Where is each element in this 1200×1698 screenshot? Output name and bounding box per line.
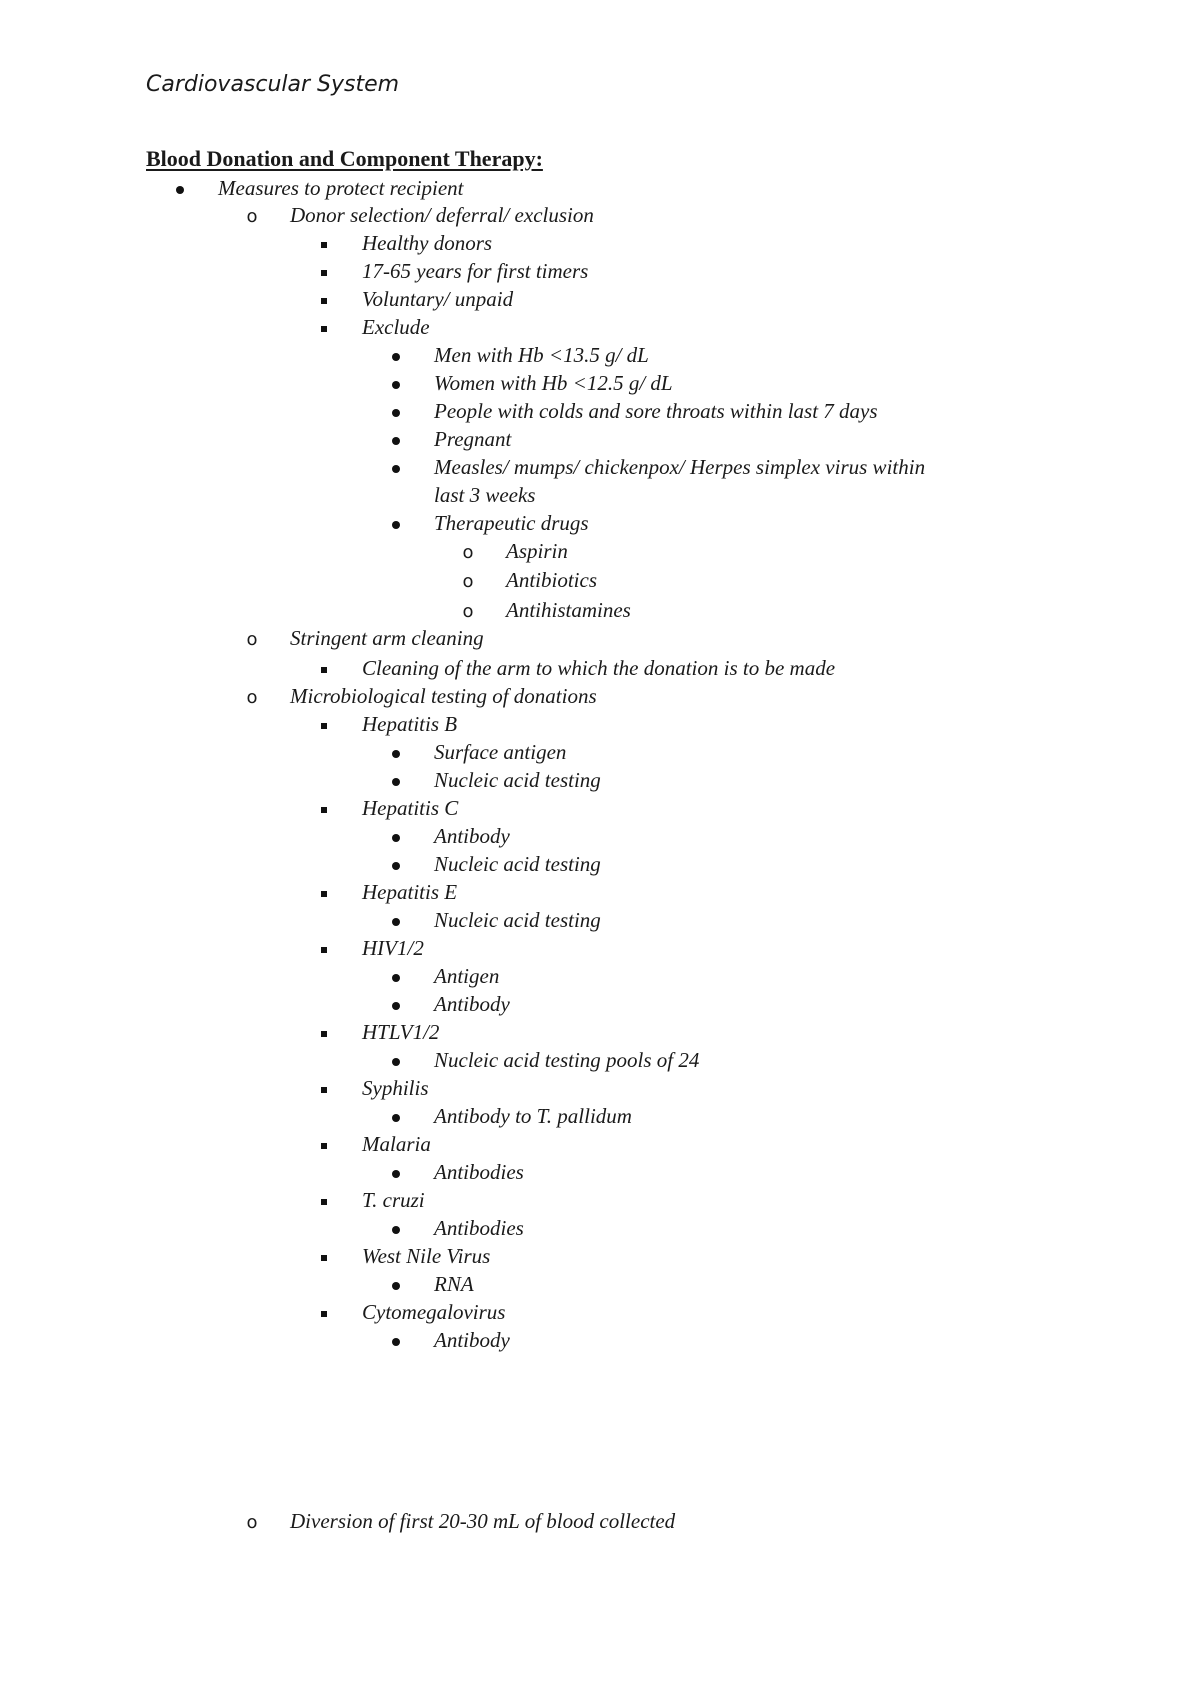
disc-bullet-icon [386,850,406,878]
disc-bullet-icon [386,453,406,481]
outline-item-text: People with colds and sore throats within last 7 days [434,399,878,423]
outline-item [0,397,1200,425]
outline-item [0,1018,1200,1046]
page-header: Cardiovascular System [146,72,400,97]
outline-item [0,341,1200,369]
outline-item-text: Antibody [434,1328,510,1352]
outline-item [0,962,1200,990]
outline-item [0,1326,1200,1354]
outline-item-text: Therapeutic drugs [434,511,589,535]
outline-item [0,537,1200,565]
outline-item-text: Cleaning of the arm to which the donation is to be made [362,656,836,680]
outline-item-text: Antigen [434,964,500,988]
square-bullet-icon [314,285,334,313]
outline-item [0,566,1200,594]
outline-item-text: Voluntary/ unpaid [362,287,514,311]
circle-bullet-icon [242,1507,262,1535]
outline-item [0,710,1200,738]
square-bullet-icon [314,710,334,738]
outline-item [0,794,1200,822]
outline-item-text: Malaria [362,1132,431,1156]
outline-item [0,313,1200,341]
disc-bullet-icon [386,990,406,1018]
outline-item-text: Hepatitis C [362,796,459,820]
disc-bullet-icon [386,1102,406,1130]
circle-bullet-icon [458,596,478,624]
disc-bullet-icon [386,962,406,990]
outline-item [0,1130,1200,1158]
outline-item-text: Antibody to T. pallidum [434,1104,632,1128]
outline-item [0,1046,1200,1074]
outline-item-text: Aspirin [506,539,568,563]
outline-item [0,481,1200,509]
disc-bullet-icon [386,906,406,934]
outline-item-text: last 3 weeks [434,483,536,507]
square-bullet-icon [314,1242,334,1270]
outline-item [0,1102,1200,1130]
outline-item [0,682,1200,710]
outline-item-text: Diversion of first 20-30 mL of blood collected [290,1509,676,1533]
outline-item-text: Antibody [434,992,510,1016]
outline-item-text: HTLV1/2 [362,1020,440,1044]
square-bullet-icon [314,794,334,822]
outline-item [0,1242,1200,1270]
disc-bullet-icon [386,766,406,794]
outline-item [0,654,1200,682]
outline-item [0,229,1200,257]
outline-item-text: HIV1/2 [362,936,424,960]
outline-item-text: Measures to protect recipient [218,176,464,200]
outline-item-text: West Nile Virus [362,1244,491,1268]
outline-item-text: RNA [434,1272,474,1296]
square-bullet-icon [314,654,334,682]
outline-item-text: Microbiological testing of donations [290,684,597,708]
outline-item [0,257,1200,285]
outline-item-text: Syphilis [362,1076,429,1100]
outline-item-text: Nucleic acid testing [434,768,601,792]
square-bullet-icon [314,229,334,257]
outline-item-text: Men with Hb <13.5 g/ dL [434,343,649,367]
circle-bullet-icon [242,624,262,652]
outline-item-text: Hepatitis E [362,880,458,904]
outline-item [0,425,1200,453]
outline-item [0,509,1200,537]
square-bullet-icon [314,313,334,341]
disc-bullet-icon [386,738,406,766]
circle-bullet-icon [458,566,478,594]
outline-item [0,453,1200,481]
outline-item [0,596,1200,624]
outline-item [0,850,1200,878]
disc-bullet-icon [386,369,406,397]
outline-item [0,1214,1200,1242]
outline-item-text: Antihistamines [506,598,631,622]
outline-item [0,1158,1200,1186]
disc-bullet-icon [170,174,190,202]
outline-item [0,1507,1200,1535]
outline-item-text: Antibodies [434,1216,524,1240]
outline-item [0,906,1200,934]
outline-item-text: Nucleic acid testing pools of 24 [434,1048,700,1072]
disc-bullet-icon [386,509,406,537]
outline-item-text: Women with Hb <12.5 g/ dL [434,371,673,395]
outline-item-text: 17-65 years for first timers [362,259,589,283]
square-bullet-icon [314,934,334,962]
circle-bullet-icon [242,201,262,229]
outline-item [0,822,1200,850]
square-bullet-icon [314,1018,334,1046]
outline-item [0,285,1200,313]
outline-item-text: Antibody [434,824,510,848]
square-bullet-icon [314,1186,334,1214]
outline-item [0,201,1200,229]
outline-item [0,766,1200,794]
disc-bullet-icon [386,822,406,850]
outline-item [0,1270,1200,1298]
square-bullet-icon [314,257,334,285]
outline-item-text: Nucleic acid testing [434,852,601,876]
square-bullet-icon [314,1074,334,1102]
outline-item-text: Antibodies [434,1160,524,1184]
outline-item-text: Measles/ mumps/ chickenpox/ Herpes simplex virus within [434,455,926,479]
outline-item-text: Cytomegalovirus [362,1300,506,1324]
disc-bullet-icon [386,397,406,425]
outline-item-text: Hepatitis B [362,712,458,736]
outline-item-text: Stringent arm cleaning [290,626,484,650]
square-bullet-icon [314,878,334,906]
circle-bullet-icon [242,682,262,710]
outline-item [0,738,1200,766]
outline-item [0,1074,1200,1102]
outline-item [0,934,1200,962]
disc-bullet-icon [386,1158,406,1186]
outline-item-text: Antibiotics [506,568,597,592]
disc-bullet-icon [386,1270,406,1298]
outline-item [0,369,1200,397]
square-bullet-icon [314,1130,334,1158]
outline-item [0,1186,1200,1214]
disc-bullet-icon [386,341,406,369]
outline-item [0,990,1200,1018]
outline-item-text: Pregnant [434,427,512,451]
outline-item-text: Surface antigen [434,740,567,764]
outline-item [0,174,1200,202]
outline-item-text: Nucleic acid testing [434,908,601,932]
outline-item [0,1298,1200,1326]
outline-item [0,878,1200,906]
disc-bullet-icon [386,1214,406,1242]
outline-item [0,624,1200,652]
section-title: Blood Donation and Component Therapy: [146,146,543,171]
outline-item-text: T. cruzi [362,1188,425,1212]
outline-item-text: Donor selection/ deferral/ exclusion [290,203,594,227]
disc-bullet-icon [386,425,406,453]
disc-bullet-icon [386,1046,406,1074]
square-bullet-icon [314,1298,334,1326]
outline-item-text: Healthy donors [362,231,493,255]
disc-bullet-icon [386,1326,406,1354]
circle-bullet-icon [458,537,478,565]
outline-item-text: Exclude [362,315,430,339]
